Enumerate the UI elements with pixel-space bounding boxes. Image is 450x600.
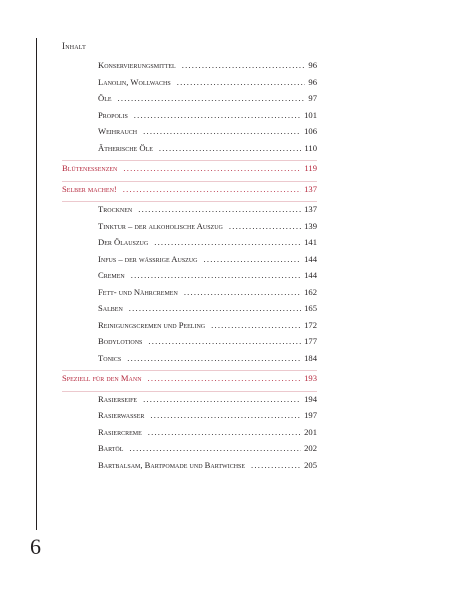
toc-chapter[interactable] xyxy=(62,373,317,390)
dot-leader xyxy=(131,270,301,280)
dot-leader xyxy=(123,163,301,173)
margin-rule xyxy=(36,38,37,530)
dot-leader xyxy=(251,460,301,470)
toc-entry-page: 194 xyxy=(304,393,317,404)
toc-entry[interactable] xyxy=(62,303,317,320)
toc-entry-page: 162 xyxy=(304,286,317,297)
toc-entry-title: Selber machen! xyxy=(62,183,117,194)
toc-entry-title: Ätherische Öle xyxy=(98,142,153,153)
toc-entry[interactable] xyxy=(62,143,317,160)
toc-entry-page: 106 xyxy=(304,126,317,136)
dot-leader xyxy=(159,143,302,153)
dot-leader xyxy=(129,303,301,313)
toc-entry[interactable] xyxy=(62,427,317,444)
dot-leader xyxy=(143,126,301,136)
toc-entry[interactable] xyxy=(62,410,317,427)
toc-entry[interactable] xyxy=(62,460,317,477)
dot-leader xyxy=(134,110,301,120)
toc-entry-page: 110 xyxy=(304,142,317,153)
toc-chapter[interactable] xyxy=(62,163,317,180)
toc-entry-page: 137 xyxy=(304,204,317,214)
dot-leader xyxy=(143,394,301,404)
toc-entry-title: Rasierseife xyxy=(98,393,138,404)
dot-leader xyxy=(138,204,301,214)
toc-entry[interactable] xyxy=(62,443,317,460)
toc-entry-title: Blütenessenzen xyxy=(62,163,118,173)
dot-leader xyxy=(129,443,301,453)
section-separator xyxy=(62,370,317,371)
toc-entry-page: 205 xyxy=(304,459,317,470)
toc-entry-page: 96 xyxy=(308,60,317,70)
toc-entry-title: Der Ölauszug xyxy=(98,237,149,247)
toc-entry[interactable] xyxy=(62,353,317,370)
toc-entry-title: Speziell für den Mann xyxy=(62,373,142,383)
toc-entry[interactable] xyxy=(62,336,317,353)
toc-entry-page: 97 xyxy=(308,93,317,103)
toc-entry-title: Infus – der wässrige Auszug xyxy=(98,253,198,264)
toc-entry-title: Öle xyxy=(98,93,112,103)
toc-entry[interactable] xyxy=(62,93,317,110)
dot-leader xyxy=(154,237,301,247)
toc-entry-title: Bartbalsam, Bartpomade und Bartwichse xyxy=(98,459,246,470)
toc-entry-page: 144 xyxy=(304,270,317,280)
toc-entry-page: 197 xyxy=(304,410,317,420)
toc-entry[interactable] xyxy=(62,254,317,271)
toc-entry-page: 101 xyxy=(304,109,317,120)
dot-leader xyxy=(182,60,306,70)
toc-entry-title: Cremen xyxy=(98,270,125,280)
toc-entry-title: Lanolin, Wollwachs xyxy=(98,76,171,87)
toc-entry-page: 202 xyxy=(304,443,317,453)
toc-entry-title: Tinktur – der alkoholische Auszug xyxy=(98,220,223,231)
toc-entry[interactable] xyxy=(62,126,317,143)
toc-entry-title: Rasiercreme xyxy=(98,426,142,437)
dot-leader xyxy=(118,93,306,103)
toc-entry-title: Weihrauch xyxy=(98,126,138,136)
toc-entry-title: Salben xyxy=(98,303,123,313)
toc-entry[interactable] xyxy=(62,221,317,238)
dot-leader xyxy=(229,221,301,231)
toc-entry-page: 165 xyxy=(304,303,317,313)
dot-leader xyxy=(148,336,301,346)
toc-entry-page: 137 xyxy=(304,183,317,194)
toc-chapter[interactable] xyxy=(62,184,317,201)
toc-entry-title: Propolis xyxy=(98,109,128,120)
toc-entry-title: Konservierungsmittel xyxy=(98,60,176,70)
toc-entry[interactable] xyxy=(62,270,317,287)
toc-entry[interactable] xyxy=(62,110,317,127)
toc-entry[interactable] xyxy=(62,287,317,304)
toc-entry-page: 141 xyxy=(304,237,317,247)
dot-leader xyxy=(123,184,301,194)
section-separator xyxy=(62,160,317,161)
toc-entry[interactable] xyxy=(62,394,317,411)
dot-leader xyxy=(177,77,306,87)
dot-leader xyxy=(148,373,302,383)
section-separator xyxy=(62,201,317,202)
table-of-contents xyxy=(62,60,317,476)
toc-entry-page: 119 xyxy=(304,163,317,173)
toc-entry-title: Bartöl xyxy=(98,443,124,453)
toc-entry-title: Reinigungscremen und Peeling xyxy=(98,319,206,330)
toc-entry-page: 177 xyxy=(304,336,317,346)
dot-leader xyxy=(211,320,301,330)
section-separator xyxy=(62,391,317,392)
toc-entry-page: 139 xyxy=(304,220,317,231)
section-label: Inhalt xyxy=(62,41,86,51)
toc-entry[interactable] xyxy=(62,320,317,337)
dot-leader xyxy=(150,410,301,420)
dot-leader xyxy=(204,254,302,264)
toc-entry[interactable] xyxy=(62,204,317,221)
toc-entry-title: Rasierwasser xyxy=(98,410,145,420)
toc-entry-title: Tonics xyxy=(98,352,122,363)
dot-leader xyxy=(148,427,301,437)
toc-entry[interactable] xyxy=(62,237,317,254)
section-separator xyxy=(62,181,317,182)
toc-entry-title: Trocknen xyxy=(98,204,133,214)
toc-entry-page: 172 xyxy=(304,319,317,330)
toc-entry-title: Fett- und Nährcremen xyxy=(98,286,178,297)
page-number: 6 xyxy=(30,534,41,559)
toc-entry-title: Bodylotions xyxy=(98,336,143,346)
toc-entry-page: 144 xyxy=(304,253,317,264)
toc-entry-page: 96 xyxy=(308,76,317,87)
toc-entry[interactable] xyxy=(62,60,317,77)
dot-leader xyxy=(127,353,301,363)
toc-entry-page: 184 xyxy=(304,352,317,363)
toc-entry-page: 201 xyxy=(304,426,317,437)
toc-entry-page: 193 xyxy=(304,373,317,383)
dot-leader xyxy=(184,287,301,297)
toc-entry[interactable] xyxy=(62,77,317,94)
